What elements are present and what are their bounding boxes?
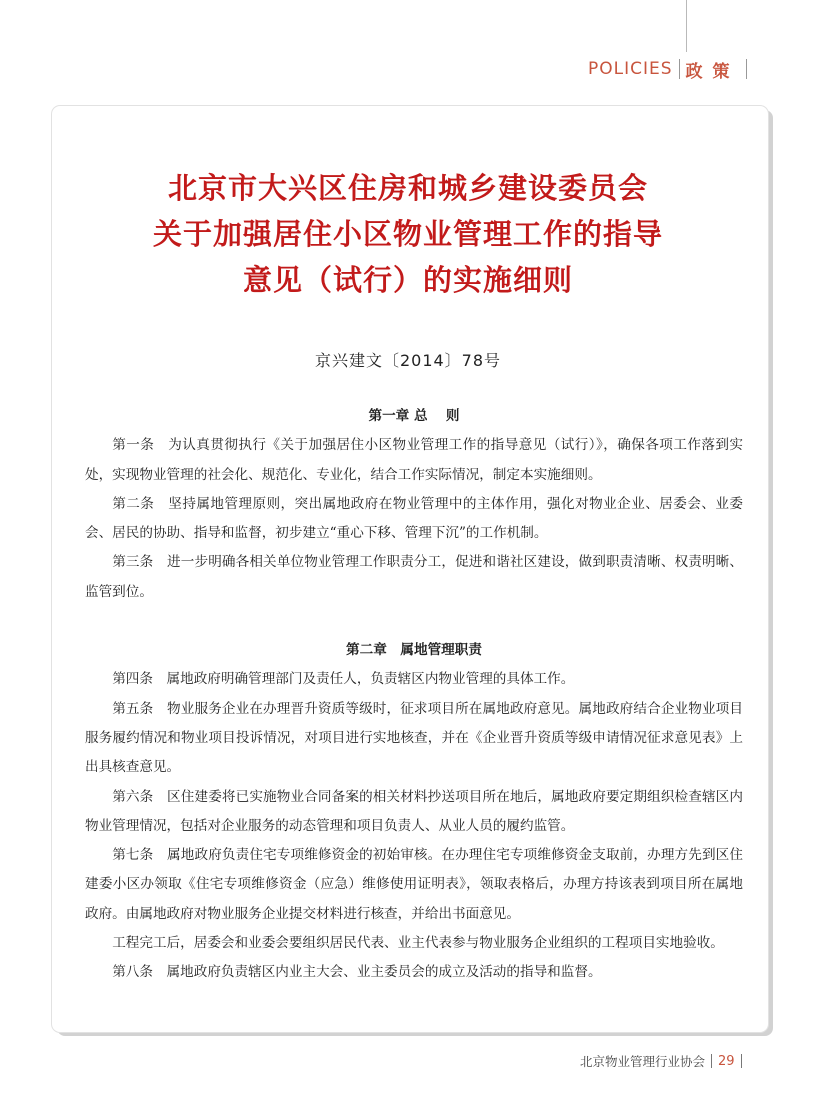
- publisher-name: 北京物业管理行业协会: [580, 1054, 706, 1069]
- document-body: [85, 402, 743, 988]
- footer-divider-end: [741, 1054, 742, 1068]
- article-paragraph: 第二条 坚持属地管理原则，突出属地政府在物业管理中的主体作用，强化对物业企业、居委会、业委会、居民的协助、指导和监督，初步建立“重心下移、管理下沉”的工作机制。: [85, 495, 743, 542]
- title-line: 关于加强居住小区物业管理工作的指导: [152, 217, 663, 251]
- chapter-heading: 第一章 总 则: [368, 408, 460, 424]
- section-tag: [588, 56, 753, 82]
- article-paragraph: 第三条 进一步明确各相关单位物业管理工作职责分工，促进和谐社区建设，做到职责清晰、权责明晰、监管到位。: [85, 554, 743, 600]
- page-number: 29: [718, 1053, 735, 1069]
- chapter-spacer: [85, 607, 743, 636]
- article-paragraph: 第八条 属地政府负责辖区内业主大会、业主委员会的成立及活动的指导和监督。: [112, 964, 602, 981]
- chapter-heading: 第二章 属地管理职责: [346, 642, 482, 659]
- footer-divider: [711, 1054, 712, 1068]
- article-paragraph: 第五条 物业服务企业在办理晋升资质等级时，征求项目所在属地政府意见。属地政府结合企业物业项目服务履约情况和物业项目投诉情况，对项目进行实地核查，并在《企业晋升资质等级申请情况征求意见表》上出具核查意见。: [85, 700, 743, 776]
- article-paragraph: 第六条 区住建委将已实施物业合同备案的相关材料抄送项目所在地后，属地政府要定期组织检查辖区内物业管理情况，包括对企业服务的动态管理和项目负责人、从业人员的履约监管。: [85, 788, 743, 834]
- document-number: 京兴建文〔2014〕78号: [314, 351, 502, 370]
- article-paragraph: 第七条 属地政府负责住宅专项维修资金的初始审核。在办理住宅专项维修资金支取前，办理方先到区住建委小区办领取《住宅专项维修资金（应急）维修使用证明表》，领取表格后，办理方持该表到项目所在属地政府。由属地政府对物业服务企业提交材料进行核查，并给出书面意见。: [85, 847, 743, 922]
- section-divider-end: [746, 59, 747, 79]
- article-paragraph: 工程完工后，居委会和业委会要组织居民代表、业主代表参与物业服务企业组织的工程项目实地验收。: [112, 935, 724, 952]
- top-divider-rule: [686, 0, 687, 52]
- document-title: [0, 165, 816, 303]
- article-paragraph: 第四条 属地政府明确管理部门及责任人，负责辖区内物业管理的具体工作。: [112, 671, 575, 688]
- page-footer: [580, 1050, 748, 1072]
- section-divider: [679, 59, 680, 79]
- section-label-en: POLICIES: [588, 59, 673, 79]
- section-label-zh: 政策: [685, 61, 740, 82]
- title-line: 北京市大兴区住房和城乡建设委员会: [167, 171, 648, 205]
- article-paragraph: 第一条 为认真贯彻执行《关于加强居住小区物业管理工作的指导意见（试行）》，确保各项工作落到实处，实现物业管理的社会化、规范化、专业化，结合工作实际情况，制定本实施细则。: [85, 437, 743, 483]
- title-line: 意见（试行）的实施细则: [242, 263, 573, 297]
